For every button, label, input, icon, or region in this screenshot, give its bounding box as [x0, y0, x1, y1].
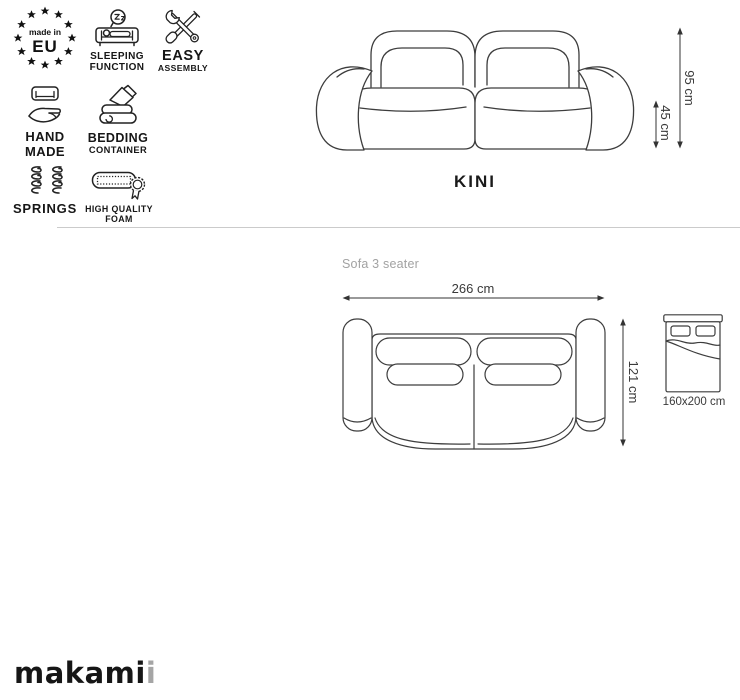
- easy-assembly-icon: [163, 9, 203, 45]
- feature-label: HAND MADE: [25, 129, 65, 159]
- feature-springs: [12, 161, 78, 217]
- feature-label: SPRINGS: [12, 201, 78, 216]
- sleeping-function-icon: [93, 9, 141, 48]
- brand-logo-accent: i: [145, 656, 157, 690]
- product-name: KINI: [454, 172, 496, 191]
- feature-bedding-container: [82, 84, 154, 155]
- sleeping-area-bed-icon: [663, 314, 723, 396]
- hand-made-icon: [23, 85, 67, 127]
- variant-label: Sofa 3 seater: [342, 257, 419, 271]
- feature-label: EASY ASSEMBLY: [157, 48, 209, 74]
- width-dimension-arrow: [342, 293, 605, 303]
- feature-high-quality-foam: [80, 166, 158, 225]
- made-in-eu-icon: [9, 5, 81, 71]
- high-quality-foam-icon: [91, 166, 147, 202]
- feature-made-in-eu: [8, 5, 82, 71]
- sofa-top-view-drawing: [342, 318, 606, 450]
- feature-hand-made: [12, 85, 78, 159]
- feature-easy-assembly: [152, 9, 214, 74]
- brand-logo: [14, 656, 156, 690]
- sleeping-area-label: 160x200 cm: [662, 396, 726, 408]
- section-divider: [57, 227, 740, 228]
- brand-logo-text: makami: [14, 656, 146, 690]
- sofa-front-view-drawing: [313, 27, 637, 153]
- springs-icon: [24, 161, 66, 199]
- feature-label: BEDDING CONTAINER: [87, 131, 149, 155]
- feature-sleeping-function: [84, 9, 150, 73]
- width-label: 266 cm: [451, 281, 495, 296]
- bedding-container-icon: [95, 84, 141, 128]
- seat-height-label: 45 cm: [658, 105, 674, 141]
- eu-label: EU: [32, 37, 58, 56]
- overall-height-label: 95 cm: [682, 70, 698, 106]
- feature-label: SLEEPING FUNCTION: [89, 51, 145, 74]
- feature-label: HIGH QUALITY FOAM: [85, 204, 153, 224]
- made-in-label: made in: [28, 27, 62, 37]
- depth-label: 121 cm: [626, 360, 642, 404]
